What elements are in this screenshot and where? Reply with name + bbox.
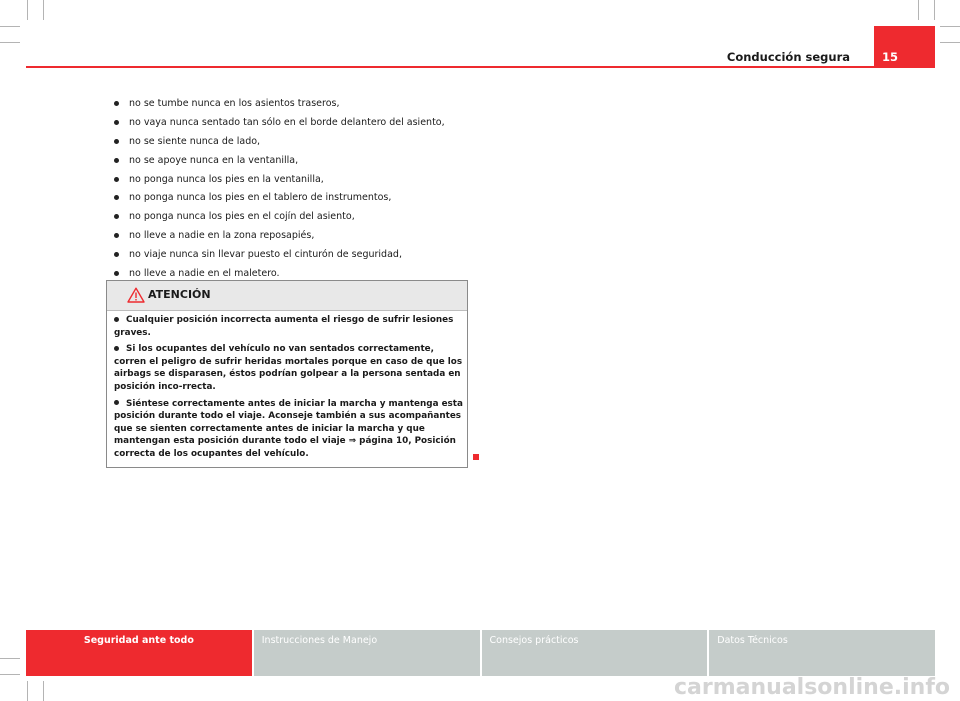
warning-header xyxy=(107,281,467,311)
tab-label: Consejos prácticos xyxy=(489,635,579,646)
warning-box xyxy=(106,280,468,468)
warning-triangle-icon xyxy=(127,287,145,303)
tab-consejos-practicos[interactable] xyxy=(482,630,708,676)
warning-item: Cualquier posición incorrecta aumenta el riesgo de sufrir lesiones graves. xyxy=(114,315,454,338)
crop-mark xyxy=(0,42,20,43)
bullet-icon xyxy=(114,400,119,405)
bullet-icon xyxy=(114,346,119,351)
page-number: 15 xyxy=(882,50,899,64)
tab-label: Seguridad ante todo xyxy=(83,635,194,646)
warning-item: Siéntese correctamente antes de iniciar la marcha y mantenga esta posición durante todo el viaje. Aconseje también a sus acompañantes que se sienten correctamente antes de iniciar la marcha y que mantengan esta posición durante todo el viaje ⇒ página 10, Posición correcta de los ocupantes del vehículo. xyxy=(114,398,463,459)
crop-mark xyxy=(918,0,919,20)
watermark: carmanualsonline.info xyxy=(674,675,950,700)
bullet-icon xyxy=(114,177,119,182)
bullet-icon xyxy=(114,317,119,322)
tab-datos-tecnicos[interactable] xyxy=(709,630,935,676)
bullet-icon xyxy=(114,271,119,276)
crop-mark xyxy=(0,658,20,659)
warning-title: ATENCIÓN xyxy=(148,288,211,301)
footer-nav xyxy=(26,630,935,676)
tab-label: Instrucciones de Manejo xyxy=(261,635,378,646)
bullet-icon xyxy=(114,252,119,257)
crop-mark xyxy=(43,0,44,20)
crop-mark xyxy=(27,0,28,20)
page-number-tab xyxy=(874,26,935,68)
tab-seguridad-ante-todo[interactable] xyxy=(26,630,252,676)
bullet-icon xyxy=(114,233,119,238)
header-rule xyxy=(26,66,935,68)
bullet-icon xyxy=(114,158,119,163)
crop-mark xyxy=(27,681,28,701)
section-end-marker xyxy=(473,454,479,460)
crop-mark xyxy=(940,42,960,43)
crop-mark xyxy=(940,26,960,27)
bullet-icon xyxy=(114,120,119,125)
crop-mark xyxy=(43,681,44,701)
bullet-icon xyxy=(114,139,119,144)
tab-instrucciones-de-manejo[interactable] xyxy=(254,630,480,676)
bullet-icon xyxy=(114,101,119,106)
crop-mark xyxy=(934,0,935,20)
bullet-icon xyxy=(114,195,119,200)
crop-mark xyxy=(0,674,20,675)
bullet-icon xyxy=(114,214,119,219)
crop-mark xyxy=(0,26,20,27)
warning-item: Si los ocupantes del vehículo no van sentados correctamente, corren el peligro de sufrir heridas mortales porque en caso de que los airbags se disparasen, éstos podrían golpear a la persona sentada en posición inco-rrecta. xyxy=(114,344,463,392)
warning-body xyxy=(107,311,467,461)
section-title: Conducción segura xyxy=(726,50,850,64)
tab-label: Datos Técnicos xyxy=(717,635,788,646)
